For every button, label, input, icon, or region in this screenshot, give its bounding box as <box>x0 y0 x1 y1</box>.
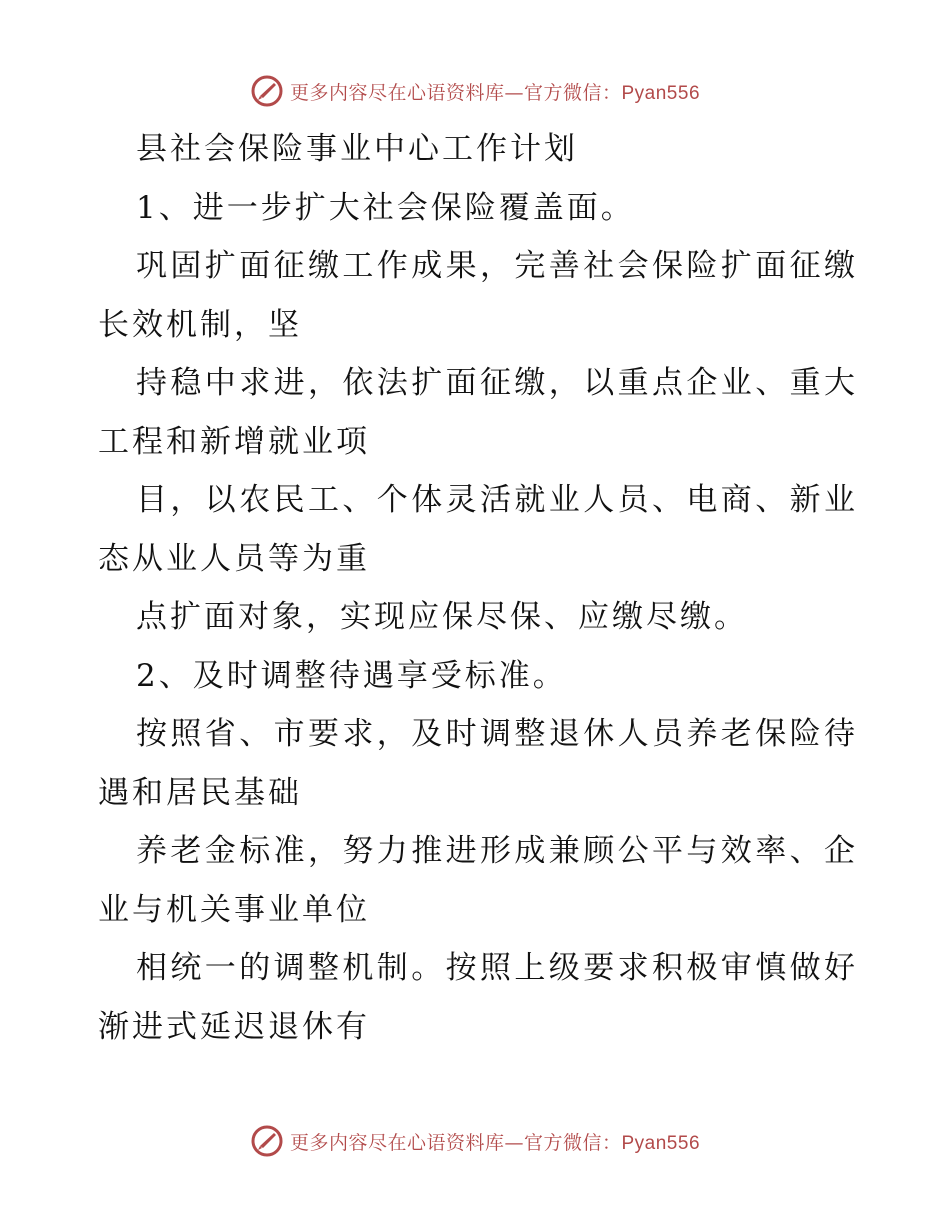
watermark-logo-icon <box>250 74 284 108</box>
watermark-text <box>290 1128 700 1155</box>
watermark-dash: — <box>504 1131 524 1154</box>
watermark-account-label: 官方微信： <box>523 1131 622 1154</box>
watermark-brand: 更多内容尽在心语资料库 <box>289 1131 505 1154</box>
paragraph-line: 点扩面对象，实现应保尽保、应缴尽缴。 <box>136 599 748 635</box>
paragraph-line: 按照省、市要求，及时调整退休人员养老保险待遇和居民基础 <box>98 716 858 811</box>
watermark-account-id: Pyan556 <box>621 1132 701 1154</box>
header-watermark <box>0 71 950 111</box>
watermark-dash: — <box>504 81 524 104</box>
watermark-text <box>290 78 700 105</box>
paragraph-line: 养老金标准，努力推进形成兼顾公平与效率、企业与机关事业单位 <box>98 833 858 928</box>
watermark-account-id: Pyan556 <box>621 82 701 104</box>
paragraph-line: 相统一的调整机制。按照上级要求积极审慎做好渐进式延迟退休有 <box>98 950 858 1045</box>
watermark-brand: 更多内容尽在心语资料库 <box>289 81 505 104</box>
watermark-account-label: 官方微信： <box>523 81 622 104</box>
paragraph-line: 巩固扩面征缴工作成果，完善社会保险扩面征缴长效机制，坚 <box>98 248 858 343</box>
section-heading-1: 1、进一步扩大社会保险覆盖面。 <box>136 189 635 226</box>
footer-watermark <box>0 1121 950 1161</box>
watermark-logo-icon <box>250 1124 284 1158</box>
section-heading-2: 2、及时调整待遇享受标准。 <box>136 657 567 694</box>
paragraph-line: 目，以农民工、个体灵活就业人员、电商、新业态从业人员等为重 <box>98 482 858 577</box>
document-title: 县社会保险事业中心工作计划 <box>136 131 578 167</box>
document-body <box>98 120 858 1056</box>
paragraph-line: 持稳中求进，依法扩面征缴，以重点企业、重大工程和新增就业项 <box>98 365 858 460</box>
